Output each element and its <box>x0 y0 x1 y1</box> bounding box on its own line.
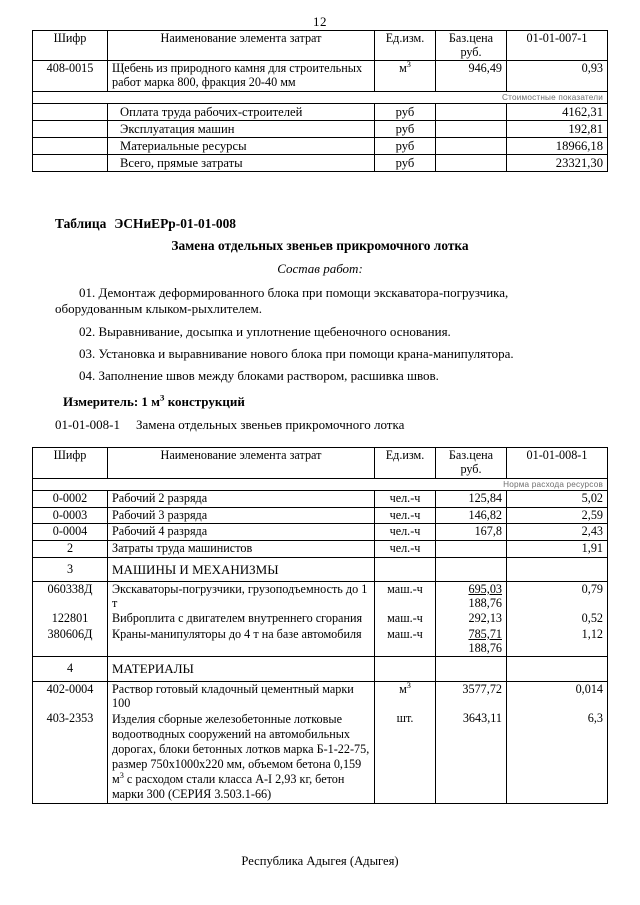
table-header-row <box>33 31 608 61</box>
table-row <box>33 61 608 91</box>
totals-unit: руб <box>375 138 436 155</box>
cell-name: Рабочий 3 разряда <box>108 507 375 524</box>
totals-unit: руб <box>375 155 436 172</box>
totals-price <box>436 138 507 155</box>
cell-unit: шт. <box>375 711 436 803</box>
table-row <box>33 507 608 524</box>
totals-label: Материальные ресурсы <box>108 138 375 155</box>
cell-name: Щебень из природного камня для строительных работ марка 800, фракция 20-40 мм <box>108 61 375 91</box>
section-text-block <box>55 216 585 433</box>
cell-norm: 0,014 <box>507 681 608 711</box>
cell-price-primary: 695,03 <box>468 582 502 597</box>
cell-name: Краны-манипуляторы до 4 т на базе автомобиля <box>108 627 375 657</box>
totals-price <box>436 155 507 172</box>
cell-unit: чел.-ч <box>375 490 436 507</box>
cost-table-bottom <box>32 447 608 803</box>
cell-unit <box>375 557 436 582</box>
cell-code: 402-0004 <box>33 681 108 711</box>
cell-code: 380606Д <box>33 627 108 657</box>
header-price-line2: руб. <box>460 44 482 59</box>
cell-price: 946,49 <box>436 61 507 91</box>
table-section-row <box>33 657 608 682</box>
header-cell-price <box>436 448 507 478</box>
header-cell-name: Наименование элемента затрат <box>108 448 375 478</box>
totals-unit: руб <box>375 120 436 137</box>
table-title <box>55 216 585 232</box>
cell-code: 408-0015 <box>33 61 108 91</box>
cell-name: Затраты труда машинистов <box>108 540 375 557</box>
cell-code: 122801 <box>33 611 108 627</box>
header-cell-code: Шифр <box>33 31 108 61</box>
page-number: 12 <box>313 14 327 29</box>
cell-price <box>436 627 507 657</box>
totals-empty-code <box>33 155 108 172</box>
totals-row <box>33 103 608 120</box>
totals-row <box>33 155 608 172</box>
work-item: 04. Заполнение швов между блоками раствором, расшивка швов. <box>79 368 439 384</box>
norm-name: Замена отдельных звеньев прикромочного лотка <box>136 417 405 433</box>
cell-name: Раствор готовый кладочный цементный марки 100 <box>108 681 375 711</box>
table-header-row <box>33 448 608 478</box>
table-row <box>33 524 608 541</box>
cell-unit: маш.-ч <box>375 582 436 612</box>
cell-code: 0-0002 <box>33 490 108 507</box>
cell-norm <box>507 557 608 582</box>
cell-price <box>436 540 507 557</box>
cell-norm: 0,79 <box>507 582 608 612</box>
cell-price <box>436 557 507 582</box>
cell-unit: чел.-ч <box>375 507 436 524</box>
cell-price <box>436 582 507 612</box>
cell-name: Изделия сборные железобетонные лотковые водоотводных сооружений на автомобильных дорогах, блоки бетонных лотков марка Б-1-22-75, размер 750х1000х220 мм, объемом бетона 0,159 $м^3$ с расходом стали класса А-I 2,93 кг, бетон марки 300 (СЕРИЯ 3.503.1-66) <box>108 711 375 803</box>
work-item: 03. Установка и выравнивание нового блока при помощи крана-манипулятора. <box>79 345 514 361</box>
cell-price: 125,84 <box>436 490 507 507</box>
table-row <box>33 711 608 803</box>
norm-heading-line <box>55 417 585 433</box>
header-price-line2: руб. <box>460 462 482 477</box>
cell-norm: 1,12 <box>507 627 608 657</box>
header-cell-name: Наименование элемента затрат <box>108 31 375 61</box>
totals-value: 23321,30 <box>507 155 608 172</box>
cell-price-secondary: 188,76 <box>468 640 502 655</box>
cell-name: Рабочий 4 разряда <box>108 524 375 541</box>
header-cell-unit: Ед.изм. <box>375 448 436 478</box>
cell-norm: 2,43 <box>507 524 608 541</box>
header-cell-norm: 01-01-007-1 <box>507 31 608 61</box>
cell-norm: 0,52 <box>507 611 608 627</box>
totals-empty-code <box>33 120 108 137</box>
cell-price: 146,82 <box>436 507 507 524</box>
totals-empty-code <box>33 138 108 155</box>
cell-price: 292,13 <box>436 611 507 627</box>
cell-unit: маш.-ч <box>375 627 436 657</box>
totals-value: 192,81 <box>507 120 608 137</box>
totals-value: 18966,18 <box>507 138 608 155</box>
totals-label: Всего, прямые затраты <box>108 155 375 172</box>
cost-indicators-caption-row <box>33 91 608 103</box>
cell-price: 3643,11 <box>436 711 507 803</box>
cell-name: МАШИНЫ И МЕХАНИЗМЫ <box>108 557 375 582</box>
header-cell-unit: Ед.изм. <box>375 31 436 61</box>
cell-name: Экскаваторы-погрузчики, грузоподъемность до 1 т <box>108 582 375 612</box>
cell-unit: чел.-ч <box>375 524 436 541</box>
table-row <box>33 582 608 612</box>
cell-norm: 5,02 <box>507 490 608 507</box>
cell-price: 167,8 <box>436 524 507 541</box>
totals-label: Оплата труда рабочих-строителей <box>108 103 375 120</box>
cost-table-top <box>32 30 608 172</box>
table-title-code: ЭСНиЕРр-01-01-008 <box>114 216 236 232</box>
table-row <box>33 611 608 627</box>
totals-label: Эксплуатация машин <box>108 120 375 137</box>
cell-code: 0-0003 <box>33 507 108 524</box>
totals-row <box>33 120 608 137</box>
work-item: 01. Демонтаж деформированного блока при помощи экскаватора-погрузчика, оборудованным клыком-рыхлителем. <box>55 285 509 317</box>
cell-price: 3577,72 <box>436 681 507 711</box>
cell-name: Виброплита с двигателем внутреннего сгорания <box>108 611 375 627</box>
table-row <box>33 681 608 711</box>
cell-code: 4 <box>33 657 108 682</box>
cell-code: 3 <box>33 557 108 582</box>
table-section-row <box>33 557 608 582</box>
table-row <box>33 627 608 657</box>
cell-norm: 2,59 <box>507 507 608 524</box>
cell-price-primary: 785,71 <box>468 627 502 642</box>
totals-unit: руб <box>375 103 436 120</box>
table-row <box>33 490 608 507</box>
work-item: 02. Выравнивание, досыпка и уплотнение щебеночного основания. <box>79 323 451 339</box>
totals-price <box>436 103 507 120</box>
norm-code: 01-01-008-1 <box>55 417 120 433</box>
cell-norm <box>507 657 608 682</box>
cell-norm: 6,3 <box>507 711 608 803</box>
measurement-unit-line: Измеритель: 1 $м^3$ конструкций <box>63 393 245 410</box>
cell-code: 403-2353 <box>33 711 108 803</box>
cell-unit: $м^3$ <box>375 681 436 711</box>
header-cell-code: Шифр <box>33 448 108 478</box>
cell-price <box>436 657 507 682</box>
table-subject: Замена отдельных звеньев прикромочного лотка <box>171 238 469 254</box>
header-cell-price <box>436 31 507 61</box>
cell-name: Рабочий 2 разряда <box>108 490 375 507</box>
cell-code: 2 <box>33 540 108 557</box>
cell-unit: маш.-ч <box>375 611 436 627</box>
cost-indicators-caption: Стоимостные показатели <box>33 91 608 103</box>
table-row <box>33 540 608 557</box>
totals-value: 4162,31 <box>507 103 608 120</box>
cell-norm: 0,93 <box>507 61 608 91</box>
resource-norm-caption-row <box>33 478 608 490</box>
cell-norm: 1,91 <box>507 540 608 557</box>
page-footer: Республика Адыгея (Адыгея) <box>241 854 399 868</box>
header-price-line1: Баз.цена <box>448 448 494 463</box>
table-title-label: Таблица <box>55 216 107 232</box>
cell-unit <box>375 657 436 682</box>
resource-norm-caption: Норма расхода ресурсов <box>33 478 608 490</box>
totals-empty-code <box>33 103 108 120</box>
totals-price <box>436 120 507 137</box>
header-price-line1: Баз.цена <box>448 31 494 45</box>
cell-code: 0-0004 <box>33 524 108 541</box>
cell-unit: чел.-ч <box>375 540 436 557</box>
cell-code: 060338Д <box>33 582 108 612</box>
totals-row <box>33 138 608 155</box>
cell-unit: $м^3$ <box>375 61 436 91</box>
header-cell-norm: 01-01-008-1 <box>507 448 608 478</box>
cell-name: МАТЕРИАЛЫ <box>108 657 375 682</box>
works-composition-label: Состав работ: <box>277 261 363 277</box>
cell-price-secondary: 188,76 <box>468 595 502 610</box>
